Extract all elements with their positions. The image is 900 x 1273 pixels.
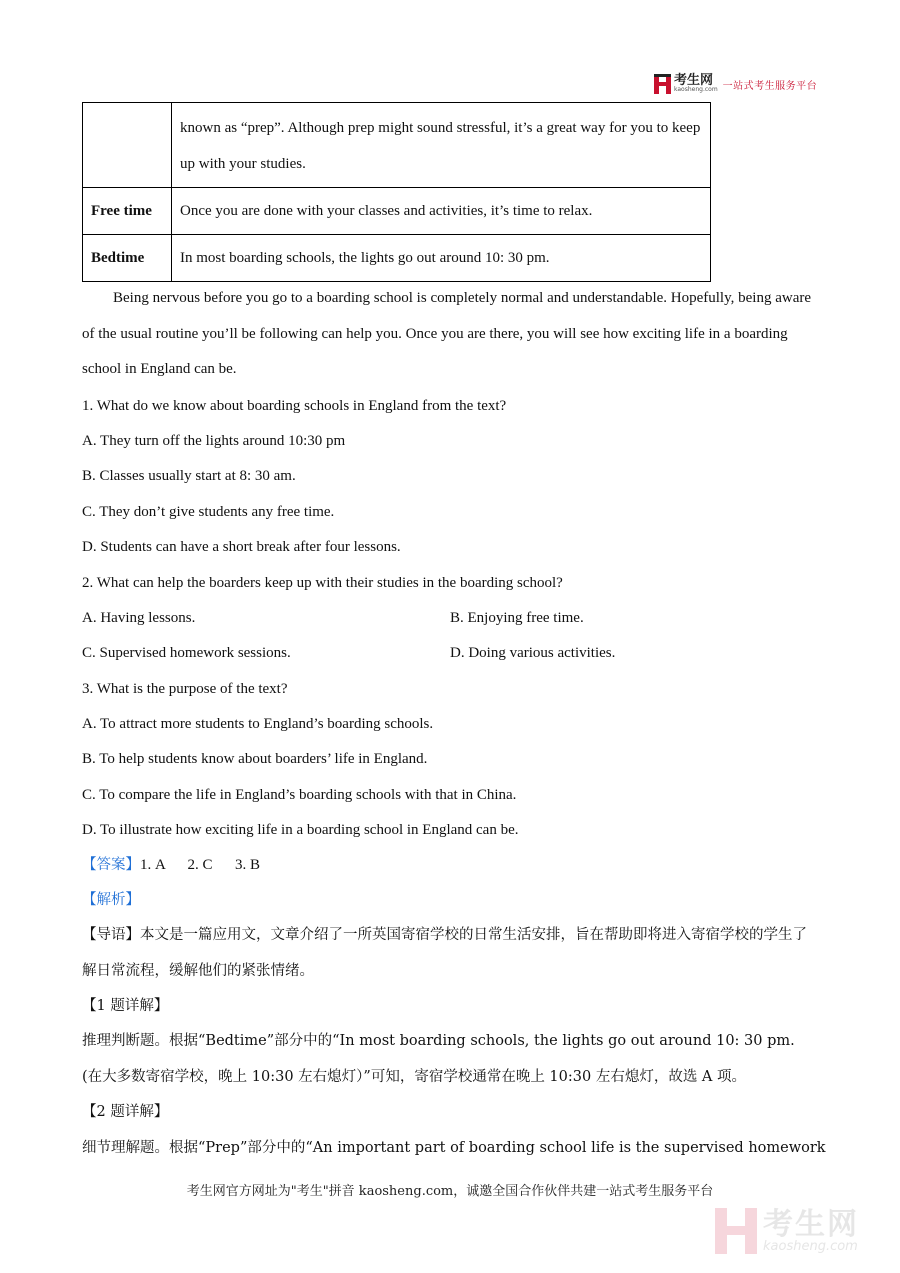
table-row [83,103,711,188]
question-3-stem: 3. What is the purpose of the text? [82,681,288,697]
watermark-name: 考生网 [763,1207,859,1242]
question-2-stem: 2. What can help the boarders keep up with their studies in the boarding school? [82,575,563,591]
routine-table [82,102,711,282]
logo-name: 考生网 kaosheng.com [674,73,718,93]
header-logo [654,73,824,95]
logo-domain: kaosheng.com [674,86,718,93]
answer-values: 1. A 2. C 3. B [140,857,261,873]
question-1-option-a: A. They turn off the lights around 10:30 pm [82,433,346,449]
question-1-option-d: D. Students can have a short break after four lessons. [82,539,401,555]
guide-paragraph: 【导语】本文是一篇应用文，文章介绍了一所英国寄宿学校的日常生活安排，旨在帮助即将进入寄宿学校的学生了解日常流程，缓解他们的紧张情绪。 [82,927,807,979]
question-2-option-b: B. Enjoying free time. [450,610,584,626]
row-desc: known as “prep”. Although prep might sound stressful, it’s a great way for you to keep up with your studies. [172,103,711,188]
question-3-option-c: C. To compare the life in England’s boarding schools with that in China. [82,787,517,803]
closing-paragraph-block [82,281,812,388]
analysis-label: 【解析】 [82,892,140,908]
q2-detail-text: 细节理解题。根据“Prep”部分中的“An important part of boarding school life is the supervised homework [82,1140,826,1156]
closing-paragraph: Being nervous before you go to a boarding school is completely normal and understandable. Hopefully, being aware of the usual routine you’ll be following can help you. Once you are there, you will see how exciting life in a boarding school in England can be. [82,290,811,377]
watermark-text [763,1209,859,1253]
question-1-option-c: C. They don’t give students any free time. [82,504,335,520]
table-row [83,235,711,282]
q1-detail-title: 【1 题详解】 [82,998,169,1014]
question-3-option-a: A. To attract more students to England’s boarding schools. [82,716,434,732]
logo-slogan: 一站式考生服务平台 [722,80,818,92]
q2-detail-title: 【2 题详解】 [82,1104,169,1120]
row-desc: Once you are done with your classes and activities, it’s time to relax. [172,188,711,235]
watermark-logo-icon [715,1208,757,1254]
question-3-option-d: D. To illustrate how exciting life in a boarding school in England can be. [82,822,519,838]
row-label: Free time [83,188,172,235]
question-2-option-a: A. Having lessons. [82,610,196,626]
row-label [83,103,172,188]
question-2-option-c: C. Supervised homework sessions. [82,645,291,661]
q1-detail-text: 推理判断题。根据“Bedtime”部分中的“In most boarding schools, the lights go out around 10: 30 pm. (在大多数寄宿学校，晚上 10:30 左右熄灯）”可知，寄宿学校通常在晚上 10:30 左右熄灯，故选 A 项。 [82,1033,795,1085]
answer-line [82,855,260,875]
kaosheng-logo-icon [654,74,671,94]
watermark [715,1205,885,1257]
row-desc: In most boarding schools, the lights go out around 10: 30 pm. [172,235,711,282]
row-label: Bedtime [83,235,172,282]
page-footer: 考生网官方网址为"考生"拼音 kaosheng.com，诚邀全国合作伙伴共建一站式考生服务平台 [186,1184,714,1199]
question-1-option-b: B. Classes usually start at 8: 30 am. [82,468,296,484]
question-1-stem: 1. What do we know about boarding schools in England from the text? [82,398,507,414]
question-2-option-d: D. Doing various activities. [450,645,616,661]
answer-label: 【答案】 [82,857,140,873]
table-row [83,188,711,235]
watermark-domain: kaosheng.com [763,1239,858,1254]
question-3-option-b: B. To help students know about boarders’ life in England. [82,751,428,767]
